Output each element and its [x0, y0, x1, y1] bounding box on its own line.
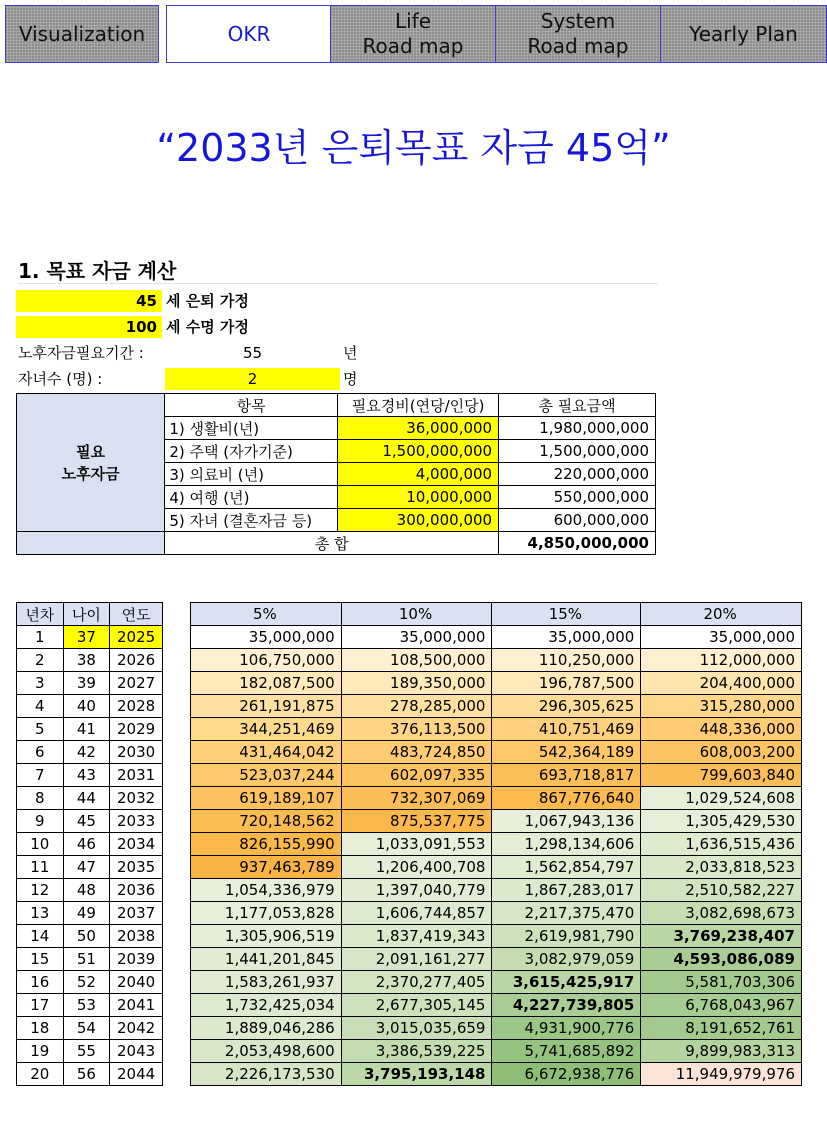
growth-cell: 2,370,277,405	[341, 971, 492, 994]
tab-okr[interactable]	[166, 5, 332, 63]
growth-cell: 182,087,500	[191, 672, 342, 695]
growth-cell: 693,718,817	[492, 764, 641, 787]
years-header-row	[17, 603, 163, 626]
growth-row	[191, 649, 802, 672]
growth-cell: 3,386,539,225	[341, 1040, 492, 1063]
rate-header: 5%	[191, 603, 342, 626]
year-cell: 2028	[110, 695, 163, 718]
year-row	[17, 810, 163, 833]
year-cell: 2032	[110, 787, 163, 810]
growth-cell: 315,280,000	[641, 695, 802, 718]
growth-row	[191, 718, 802, 741]
growth-cell: 1,636,515,436	[641, 833, 802, 856]
year-cell: 4	[17, 695, 64, 718]
growth-row	[191, 879, 802, 902]
year-cell: 38	[63, 649, 110, 672]
total-label: 총 합	[165, 532, 499, 555]
year-cell: 55	[63, 1040, 110, 1063]
growth-cell: 112,000,000	[641, 649, 802, 672]
growth-cell: 2,677,305,145	[341, 994, 492, 1017]
growth-cell: 799,603,840	[641, 764, 802, 787]
expense-total: 220,000,000	[499, 463, 656, 486]
growth-cell: 1,397,040,779	[341, 879, 492, 902]
growth-cell: 1,067,943,136	[492, 810, 641, 833]
growth-row	[191, 971, 802, 994]
rate-header: 10%	[341, 603, 492, 626]
growth-row	[191, 787, 802, 810]
year-cell: 2042	[110, 1017, 163, 1040]
growth-cell: 720,148,562	[191, 810, 342, 833]
growth-cell: 1,033,091,553	[341, 833, 492, 856]
period-unit: 년	[343, 344, 358, 362]
retire-age-label: 세 은퇴 가정	[166, 292, 249, 310]
year-cell: 37	[63, 626, 110, 649]
growth-cell: 1,583,261,937	[191, 971, 342, 994]
year-row	[17, 1017, 163, 1040]
year-cell: 46	[63, 833, 110, 856]
growth-cell: 35,000,000	[191, 626, 342, 649]
growth-table	[190, 602, 802, 1086]
growth-cell: 3,615,425,917	[492, 971, 641, 994]
column-header: 년차	[17, 603, 64, 626]
growth-cell: 1,029,524,608	[641, 787, 802, 810]
growth-cell: 6,672,938,776	[492, 1063, 641, 1086]
retire-age-value: 45	[16, 290, 162, 312]
tab-yearly-plan[interactable]	[660, 5, 827, 63]
growth-cell: 1,305,906,519	[191, 925, 342, 948]
growth-cell: 1,837,419,343	[341, 925, 492, 948]
growth-header-row	[191, 603, 802, 626]
year-row	[17, 626, 163, 649]
growth-cell: 1,606,744,857	[341, 902, 492, 925]
tab-label: Yearly Plan	[689, 21, 798, 46]
year-cell: 2040	[110, 971, 163, 994]
year-cell: 41	[63, 718, 110, 741]
column-header: 필요경비(연당/인당)	[338, 394, 499, 417]
year-cell: 2027	[110, 672, 163, 695]
tab-label: Visualization	[18, 21, 146, 46]
growth-cell: 619,189,107	[191, 787, 342, 810]
tab-system-road-map[interactable]	[495, 5, 661, 63]
growth-row	[191, 902, 802, 925]
expense-item: 1) 생활비(년)	[165, 417, 338, 440]
year-cell: 12	[17, 879, 64, 902]
expense-total: 1,980,000,000	[499, 417, 656, 440]
year-cell: 2035	[110, 856, 163, 879]
growth-cell: 204,400,000	[641, 672, 802, 695]
expense-total: 1,500,000,000	[499, 440, 656, 463]
section-title: 1. 목표 자금 계산	[18, 258, 658, 284]
column-header: 연도	[110, 603, 163, 626]
growth-cell: 1,889,046,286	[191, 1017, 342, 1040]
growth-cell: 1,206,400,708	[341, 856, 492, 879]
year-cell: 10	[17, 833, 64, 856]
total-value: 4,850,000,000	[499, 532, 656, 555]
year-row	[17, 902, 163, 925]
growth-cell: 1,867,283,017	[492, 879, 641, 902]
expense-cost: 10,000,000	[338, 486, 499, 509]
tab-bar	[0, 5, 827, 63]
year-row	[17, 1063, 163, 1086]
growth-cell: 1,305,429,530	[641, 810, 802, 833]
year-cell: 42	[63, 741, 110, 764]
year-cell: 50	[63, 925, 110, 948]
growth-cell: 602,097,335	[341, 764, 492, 787]
year-row	[17, 971, 163, 994]
growth-row	[191, 764, 802, 787]
growth-cell: 261,191,875	[191, 695, 342, 718]
children-label: 자녀수 (명) :	[18, 370, 103, 388]
tab-visualization[interactable]	[5, 5, 159, 63]
period-label: 노후자금필요기간 :	[18, 344, 144, 362]
expense-table	[16, 393, 656, 555]
year-cell: 1	[17, 626, 64, 649]
year-row	[17, 879, 163, 902]
children-value: 2	[165, 368, 340, 390]
life-age-label: 세 수명 가정	[166, 318, 249, 336]
growth-row	[191, 1063, 802, 1086]
growth-cell: 106,750,000	[191, 649, 342, 672]
year-cell: 2044	[110, 1063, 163, 1086]
growth-cell: 1,732,425,034	[191, 994, 342, 1017]
year-row	[17, 787, 163, 810]
growth-cell: 278,285,000	[341, 695, 492, 718]
year-row	[17, 718, 163, 741]
growth-cell: 3,795,193,148	[341, 1063, 492, 1086]
growth-cell: 542,364,189	[492, 741, 641, 764]
growth-row	[191, 1040, 802, 1063]
growth-cell: 108,500,000	[341, 649, 492, 672]
growth-row	[191, 695, 802, 718]
growth-cell: 3,082,979,059	[492, 948, 641, 971]
growth-row	[191, 626, 802, 649]
column-header: 총 필요금액	[499, 394, 656, 417]
growth-cell: 344,251,469	[191, 718, 342, 741]
growth-cell: 9,899,983,313	[641, 1040, 802, 1063]
tab-label: System Road map	[527, 9, 629, 58]
growth-cell: 1,298,134,606	[492, 833, 641, 856]
year-cell: 2041	[110, 994, 163, 1017]
year-row	[17, 833, 163, 856]
year-cell: 20	[17, 1063, 64, 1086]
expense-cost: 36,000,000	[338, 417, 499, 440]
year-cell: 53	[63, 994, 110, 1017]
rate-header: 20%	[641, 603, 802, 626]
growth-row	[191, 994, 802, 1017]
expense-cost: 1,500,000,000	[338, 440, 499, 463]
year-cell: 8	[17, 787, 64, 810]
growth-cell: 875,537,775	[341, 810, 492, 833]
tab-label: OKR	[227, 21, 271, 46]
growth-cell: 5,741,685,892	[492, 1040, 641, 1063]
expense-item: 4) 여행 (년)	[165, 486, 338, 509]
growth-row	[191, 741, 802, 764]
growth-cell: 4,593,086,089	[641, 948, 802, 971]
year-cell: 7	[17, 764, 64, 787]
growth-cell: 3,015,035,659	[341, 1017, 492, 1040]
growth-cell: 35,000,000	[492, 626, 641, 649]
growth-row	[191, 925, 802, 948]
growth-cell: 196,787,500	[492, 672, 641, 695]
growth-cell: 2,053,498,600	[191, 1040, 342, 1063]
year-cell: 6	[17, 741, 64, 764]
empty-cell	[17, 532, 165, 555]
year-cell: 47	[63, 856, 110, 879]
year-cell: 2029	[110, 718, 163, 741]
growth-cell: 1,562,854,797	[492, 856, 641, 879]
growth-cell: 826,155,990	[191, 833, 342, 856]
expense-item: 2) 주택 (자가기준)	[165, 440, 338, 463]
growth-cell: 867,776,640	[492, 787, 641, 810]
year-cell: 5	[17, 718, 64, 741]
year-row	[17, 856, 163, 879]
expense-total: 550,000,000	[499, 486, 656, 509]
growth-cell: 1,177,053,828	[191, 902, 342, 925]
expense-header-row	[17, 394, 656, 417]
expense-total: 600,000,000	[499, 509, 656, 532]
growth-cell: 3,769,238,407	[641, 925, 802, 948]
expense-cost: 300,000,000	[338, 509, 499, 532]
growth-cell: 1,441,201,845	[191, 948, 342, 971]
year-cell: 2038	[110, 925, 163, 948]
growth-cell: 732,307,069	[341, 787, 492, 810]
year-cell: 54	[63, 1017, 110, 1040]
group-label: 필요 노후자금	[17, 394, 165, 532]
growth-cell: 483,724,850	[341, 741, 492, 764]
year-cell: 17	[17, 994, 64, 1017]
year-row	[17, 994, 163, 1017]
year-cell: 2034	[110, 833, 163, 856]
expense-item: 5) 자녀 (결혼자금 등)	[165, 509, 338, 532]
growth-cell: 937,463,789	[191, 856, 342, 879]
growth-cell: 431,464,042	[191, 741, 342, 764]
growth-cell: 4,227,739,805	[492, 994, 641, 1017]
year-cell: 52	[63, 971, 110, 994]
year-row	[17, 925, 163, 948]
year-row	[17, 764, 163, 787]
growth-cell: 8,191,652,761	[641, 1017, 802, 1040]
year-cell: 2026	[110, 649, 163, 672]
growth-cell: 448,336,000	[641, 718, 802, 741]
growth-cell: 410,751,469	[492, 718, 641, 741]
year-cell: 44	[63, 787, 110, 810]
year-cell: 11	[17, 856, 64, 879]
growth-cell: 189,350,000	[341, 672, 492, 695]
year-cell: 48	[63, 879, 110, 902]
year-cell: 16	[17, 971, 64, 994]
tab-label: Life Road map	[362, 9, 464, 58]
year-cell: 40	[63, 695, 110, 718]
growth-cell: 523,037,244	[191, 764, 342, 787]
year-cell: 2025	[110, 626, 163, 649]
growth-cell: 35,000,000	[641, 626, 802, 649]
goal-headline: “2033년 은퇴목표 자금 45억”	[156, 126, 671, 170]
year-cell: 43	[63, 764, 110, 787]
year-cell: 51	[63, 948, 110, 971]
year-cell: 18	[17, 1017, 64, 1040]
year-cell: 2	[17, 649, 64, 672]
growth-row	[191, 1017, 802, 1040]
year-cell: 39	[63, 672, 110, 695]
year-cell: 56	[63, 1063, 110, 1086]
growth-cell: 4,931,900,776	[492, 1017, 641, 1040]
growth-cell: 296,305,625	[492, 695, 641, 718]
year-row	[17, 672, 163, 695]
growth-cell: 1,054,336,979	[191, 879, 342, 902]
year-cell: 15	[17, 948, 64, 971]
growth-row	[191, 672, 802, 695]
year-row	[17, 741, 163, 764]
growth-cell: 5,581,703,306	[641, 971, 802, 994]
year-row	[17, 1040, 163, 1063]
year-row	[17, 695, 163, 718]
tab-life-road-map[interactable]	[330, 5, 496, 63]
period-value: 55	[242, 344, 263, 362]
growth-cell: 2,510,582,227	[641, 879, 802, 902]
growth-row	[191, 833, 802, 856]
year-cell: 9	[17, 810, 64, 833]
expense-cost: 4,000,000	[338, 463, 499, 486]
year-row	[17, 649, 163, 672]
rate-header: 15%	[492, 603, 641, 626]
growth-row	[191, 810, 802, 833]
year-cell: 2043	[110, 1040, 163, 1063]
growth-cell: 2,619,981,790	[492, 925, 641, 948]
column-header: 항목	[165, 394, 338, 417]
growth-cell: 608,003,200	[641, 741, 802, 764]
growth-cell: 2,033,818,523	[641, 856, 802, 879]
growth-cell: 110,250,000	[492, 649, 641, 672]
year-cell: 13	[17, 902, 64, 925]
years-table	[16, 602, 163, 1086]
year-cell: 45	[63, 810, 110, 833]
expense-total-row	[17, 532, 656, 555]
year-cell: 2031	[110, 764, 163, 787]
growth-cell: 6,768,043,967	[641, 994, 802, 1017]
growth-cell: 3,082,698,673	[641, 902, 802, 925]
year-cell: 2039	[110, 948, 163, 971]
expense-item: 3) 의료비 (년)	[165, 463, 338, 486]
year-cell: 2036	[110, 879, 163, 902]
year-cell: 19	[17, 1040, 64, 1063]
growth-cell: 2,226,173,530	[191, 1063, 342, 1086]
growth-cell: 2,091,161,277	[341, 948, 492, 971]
year-cell: 14	[17, 925, 64, 948]
year-row	[17, 948, 163, 971]
growth-cell: 2,217,375,470	[492, 902, 641, 925]
growth-cell: 11,949,979,976	[641, 1063, 802, 1086]
growth-cell: 35,000,000	[341, 626, 492, 649]
year-cell: 3	[17, 672, 64, 695]
year-cell: 2030	[110, 741, 163, 764]
life-age-value: 100	[16, 316, 162, 338]
column-header: 나이	[63, 603, 110, 626]
growth-row	[191, 856, 802, 879]
year-cell: 2033	[110, 810, 163, 833]
growth-cell: 376,113,500	[341, 718, 492, 741]
children-unit: 명	[343, 370, 358, 388]
growth-row	[191, 948, 802, 971]
year-cell: 2037	[110, 902, 163, 925]
year-cell: 49	[63, 902, 110, 925]
